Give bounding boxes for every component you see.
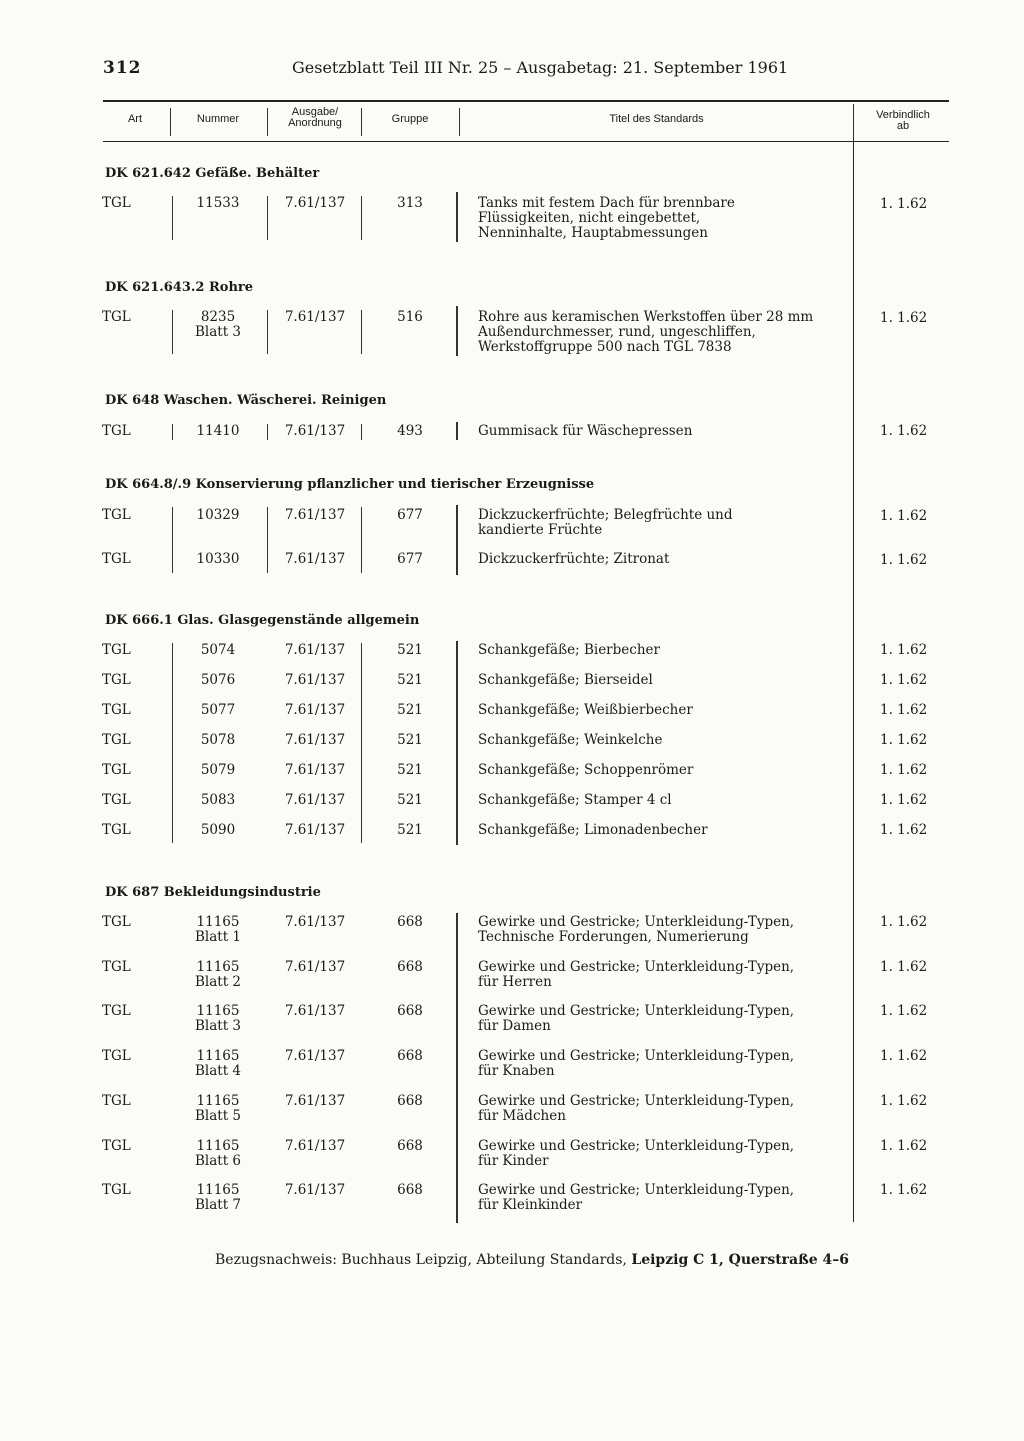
cell-gruppe: 521 <box>397 642 423 658</box>
cell-gruppe: 521 <box>397 822 423 838</box>
cell-gruppe: 493 <box>397 423 423 439</box>
cell-verbindlich: 1. 1.62 <box>880 762 928 778</box>
header-rule <box>103 100 949 102</box>
cell-nummer <box>170 1049 266 1079</box>
cell-verbindlich: 1. 1.62 <box>880 1182 928 1199</box>
section-heading: DK 666.1 Glas. Glasgegenstände allgemein <box>105 613 420 628</box>
cell-ausgabe: 7.61/137 <box>284 1137 346 1154</box>
col-verbindlich-line2: ab <box>896 120 910 132</box>
cell-divider <box>267 424 268 440</box>
cell-art: TGL <box>102 732 131 748</box>
cell-titel <box>478 196 858 241</box>
cell-titel: Schankgefäße; Schoppenrömer <box>478 762 694 778</box>
col-verbindlich-line1: Verbindlich <box>876 109 930 121</box>
cell-ausgabe: 7.61/137 <box>284 507 346 523</box>
cell-ausgabe: 7.61/137 <box>284 792 346 808</box>
col-ausgabe-line2: Anordnung <box>288 117 342 129</box>
cell-titel <box>478 1183 858 1213</box>
cell-art: TGL <box>102 792 131 808</box>
titel-line: Technische Forderungen, Numerierung <box>478 929 749 945</box>
cell-titel: Dickzuckerfrüchte; Zitronat <box>478 551 670 567</box>
cell-titel <box>478 508 858 538</box>
cell-nummer: 11410 <box>196 423 240 439</box>
cell-nummer: 5078 <box>200 732 236 748</box>
cell-verbindlich: 1. 1.62 <box>880 508 928 524</box>
cell-nummer: 5083 <box>200 792 236 808</box>
col-gruppe: Gruppe <box>391 113 429 125</box>
titel-line: Gewirke und Gestricke; Unterkleidung-Typen, <box>478 1003 795 1020</box>
section-heading: DK 621.643.2 Rohre <box>105 280 254 295</box>
cell-divider <box>361 424 362 440</box>
cell-ausgabe: 7.61/137 <box>284 551 346 567</box>
titel-line: Gewirke und Gestricke; Unterkleidung-Typen, <box>478 1048 795 1065</box>
cell-verbindlich: 1. 1.62 <box>880 423 928 439</box>
nummer-line: 11165 <box>196 914 240 930</box>
cell-gruppe: 668 <box>397 1137 423 1154</box>
cell-titel: Schankgefäße; Stamper 4 cl <box>478 792 672 808</box>
footer-prefix: Bezugsnachweis: Buchhaus Leipzig, Abteilung Standards, <box>215 1252 632 1268</box>
cell-nummer: 5076 <box>200 672 236 688</box>
cell-nummer <box>170 915 266 945</box>
cell-ausgabe: 7.61/137 <box>284 1092 346 1109</box>
cell-ausgabe: 7.61/137 <box>284 1003 346 1020</box>
titel-line: Außendurchmesser, rund, ungeschliffen, <box>478 324 756 340</box>
nummer-blatt: Blatt 3 <box>194 1018 242 1035</box>
cell-nummer: 5090 <box>200 822 236 838</box>
cell-ausgabe: 7.61/137 <box>284 309 346 325</box>
cell-divider <box>267 507 268 573</box>
cell-divider <box>361 196 362 240</box>
cell-divider <box>456 505 458 575</box>
cell-divider <box>456 306 458 356</box>
titel-line: Tanks mit festem Dach für brennbare <box>478 195 735 211</box>
cell-art: TGL <box>102 1137 131 1154</box>
col-titel: Titel des Standards <box>609 113 704 125</box>
nummer-blatt: Blatt 3 <box>194 324 242 340</box>
cell-ausgabe: 7.61/137 <box>284 762 346 778</box>
cell-divider <box>456 913 458 1223</box>
cell-art: TGL <box>102 958 131 975</box>
cell-ausgabe: 7.61/137 <box>284 423 346 439</box>
cell-ausgabe: 7.61/137 <box>284 642 346 658</box>
cell-verbindlich: 1. 1.62 <box>880 792 928 808</box>
cell-divider <box>456 192 458 242</box>
cell-verbindlich: 1. 1.62 <box>880 196 928 212</box>
cell-nummer: 10330 <box>196 551 240 567</box>
cell-gruppe: 668 <box>397 1003 423 1020</box>
cell-gruppe: 521 <box>397 792 423 808</box>
cell-titel: Schankgefäße; Bierbecher <box>478 642 660 658</box>
cell-divider <box>267 310 268 354</box>
cell-art: TGL <box>102 642 131 658</box>
cell-verbindlich: 1. 1.62 <box>880 1092 928 1109</box>
cell-gruppe: 313 <box>397 195 423 211</box>
titel-line: für Kleinkinder <box>478 1197 583 1214</box>
cell-titel: Schankgefäße; Bierseidel <box>478 672 653 688</box>
titel-line: Dickzuckerfrüchte; Belegfrüchte und <box>478 507 733 523</box>
cell-divider <box>267 196 268 240</box>
cell-verbindlich: 1. 1.62 <box>880 310 928 326</box>
cell-gruppe: 668 <box>397 1048 423 1065</box>
cell-art: TGL <box>102 1048 131 1065</box>
cell-art: TGL <box>102 1003 131 1020</box>
col-verbindlich <box>858 110 948 132</box>
cell-gruppe: 668 <box>397 958 423 975</box>
cell-art: TGL <box>102 423 131 439</box>
cell-divider <box>361 310 362 354</box>
cell-art: TGL <box>102 1092 131 1109</box>
cell-verbindlich: 1. 1.62 <box>880 702 928 718</box>
cell-art: TGL <box>102 551 131 567</box>
cell-nummer <box>170 1094 266 1124</box>
cell-art: TGL <box>102 507 131 523</box>
nummer-line: 8235 <box>200 309 236 325</box>
cell-gruppe: 677 <box>397 507 423 523</box>
cell-nummer: 5074 <box>200 642 236 658</box>
nummer-line: 11165 <box>196 1048 240 1065</box>
cell-divider <box>361 507 362 573</box>
cell-titel <box>478 915 858 945</box>
page-number: 312 <box>103 58 142 78</box>
cell-verbindlich: 1. 1.62 <box>880 822 928 838</box>
cell-verbindlich: 1. 1.62 <box>880 672 928 688</box>
nummer-blatt: Blatt 5 <box>194 1107 242 1124</box>
cell-titel <box>478 1004 858 1034</box>
cell-gruppe: 521 <box>397 762 423 778</box>
section-heading: DK 664.8/.9 Konservierung pflanzlicher und tierischer Erzeugnisse <box>105 477 595 492</box>
cell-ausgabe: 7.61/137 <box>284 1182 346 1199</box>
nummer-line: 11165 <box>196 1003 240 1020</box>
col-divider <box>267 108 268 136</box>
titel-line: Nenninhalte, Hauptabmessungen <box>478 225 708 241</box>
nummer-line: 11165 <box>196 1137 240 1154</box>
cell-gruppe: 668 <box>397 1182 423 1199</box>
cell-nummer: 11533 <box>196 195 240 211</box>
footer-address: Leipzig C 1, Querstraße 4–6 <box>631 1252 850 1268</box>
titel-line: Gewirke und Gestricke; Unterkleidung-Typen, <box>478 958 795 975</box>
cell-titel <box>478 1049 858 1079</box>
cell-divider <box>361 643 362 843</box>
cell-verbindlich: 1. 1.62 <box>880 1048 928 1065</box>
cell-gruppe: 668 <box>397 1092 423 1109</box>
nummer-blatt: Blatt 2 <box>194 973 242 990</box>
nummer-line: 11165 <box>196 1092 240 1109</box>
cell-art: TGL <box>102 702 131 718</box>
cell-verbindlich: 1. 1.62 <box>880 914 928 930</box>
cell-art: TGL <box>102 672 131 688</box>
cell-nummer: 10329 <box>196 507 240 523</box>
cell-art: TGL <box>102 1182 131 1199</box>
cell-titel <box>478 310 858 355</box>
col-divider <box>361 108 362 136</box>
cell-titel <box>478 1094 858 1124</box>
nummer-line: 11165 <box>196 1182 240 1199</box>
cell-gruppe: 677 <box>397 551 423 567</box>
header-bottom-rule <box>103 141 949 142</box>
page-header: Gesetzblatt Teil III Nr. 25 – Ausgabetag: 21. September 1961 <box>292 58 789 77</box>
cell-titel: Schankgefäße; Weißbierbecher <box>478 702 693 718</box>
cell-nummer <box>170 960 266 990</box>
cell-nummer <box>170 1139 266 1169</box>
cell-ausgabe: 7.61/137 <box>284 702 346 718</box>
col-ausgabe-line1: Ausgabe/ <box>291 106 339 118</box>
cell-art: TGL <box>102 195 131 211</box>
cell-titel: Schankgefäße; Limonadenbecher <box>478 822 708 838</box>
cell-titel <box>478 1139 858 1169</box>
cell-verbindlich: 1. 1.62 <box>880 552 928 568</box>
col-art: Art <box>127 113 143 125</box>
cell-verbindlich: 1. 1.62 <box>880 732 928 748</box>
cell-nummer <box>170 1004 266 1034</box>
cell-ausgabe: 7.61/137 <box>284 914 346 930</box>
titel-line: kandierte Früchte <box>478 522 603 538</box>
cell-nummer <box>170 310 266 340</box>
titel-line: Rohre aus keramischen Werkstoffen über 28 mm <box>478 309 814 325</box>
titel-line: Gewirke und Gestricke; Unterkleidung-Typen, <box>478 1182 795 1199</box>
section-heading: DK 621.642 Gefäße. Behälter <box>105 166 320 181</box>
cell-ausgabe: 7.61/137 <box>284 1048 346 1065</box>
cell-gruppe: 521 <box>397 672 423 688</box>
cell-gruppe: 521 <box>397 732 423 748</box>
nummer-blatt: Blatt 7 <box>194 1197 242 1214</box>
nummer-blatt: Blatt 1 <box>194 929 242 945</box>
cell-nummer: 5079 <box>200 762 236 778</box>
cell-titel: Schankgefäße; Weinkelche <box>478 732 663 748</box>
cell-nummer: 5077 <box>200 702 236 718</box>
titel-line: Gewirke und Gestricke; Unterkleidung-Typen, <box>478 1092 795 1109</box>
cell-art: TGL <box>102 762 131 778</box>
col-ausgabe <box>270 107 360 129</box>
cell-art: TGL <box>102 822 131 838</box>
cell-gruppe: 521 <box>397 702 423 718</box>
titel-line: für Herren <box>478 973 552 990</box>
cell-titel <box>478 960 858 990</box>
cell-art: TGL <box>102 914 131 930</box>
titel-line: für Kinder <box>478 1152 549 1169</box>
section-heading: DK 687 Bekleidungsindustrie <box>105 885 321 900</box>
col-nummer: Nummer <box>196 113 240 125</box>
cell-gruppe: 516 <box>397 309 423 325</box>
cell-nummer <box>170 1183 266 1213</box>
cell-verbindlich: 1. 1.62 <box>880 642 928 658</box>
cell-art: TGL <box>102 309 131 325</box>
cell-divider <box>456 641 458 845</box>
section-heading: DK 648 Waschen. Wäscherei. Reinigen <box>105 393 387 408</box>
cell-verbindlich: 1. 1.62 <box>880 958 928 975</box>
nummer-blatt: Blatt 4 <box>194 1063 242 1080</box>
titel-line: für Mädchen <box>478 1107 566 1124</box>
cell-titel: Gummisack für Wäschepressen <box>478 423 693 439</box>
cell-ausgabe: 7.61/137 <box>284 732 346 748</box>
cell-ausgabe: 7.61/137 <box>284 195 346 211</box>
titel-line: Werkstoffgruppe 500 nach TGL 7838 <box>478 339 732 355</box>
cell-ausgabe: 7.61/137 <box>284 822 346 838</box>
col-divider <box>853 104 854 141</box>
titel-line: für Damen <box>478 1018 551 1035</box>
cell-verbindlich: 1. 1.62 <box>880 1003 928 1020</box>
cell-ausgabe: 7.61/137 <box>284 672 346 688</box>
titel-line: Flüssigkeiten, nicht eingebettet, <box>478 210 701 226</box>
cell-verbindlich: 1. 1.62 <box>880 1137 928 1154</box>
nummer-line: 11165 <box>196 958 240 975</box>
cell-divider <box>456 422 458 440</box>
nummer-blatt: Blatt 6 <box>194 1152 242 1169</box>
footer-note <box>215 1252 849 1268</box>
titel-line: Gewirke und Gestricke; Unterkleidung-Typen, <box>478 914 795 930</box>
titel-line: für Knaben <box>478 1063 555 1080</box>
titel-line: Gewirke und Gestricke; Unterkleidung-Typen, <box>478 1137 795 1154</box>
cell-gruppe: 668 <box>397 914 423 930</box>
cell-ausgabe: 7.61/137 <box>284 958 346 975</box>
